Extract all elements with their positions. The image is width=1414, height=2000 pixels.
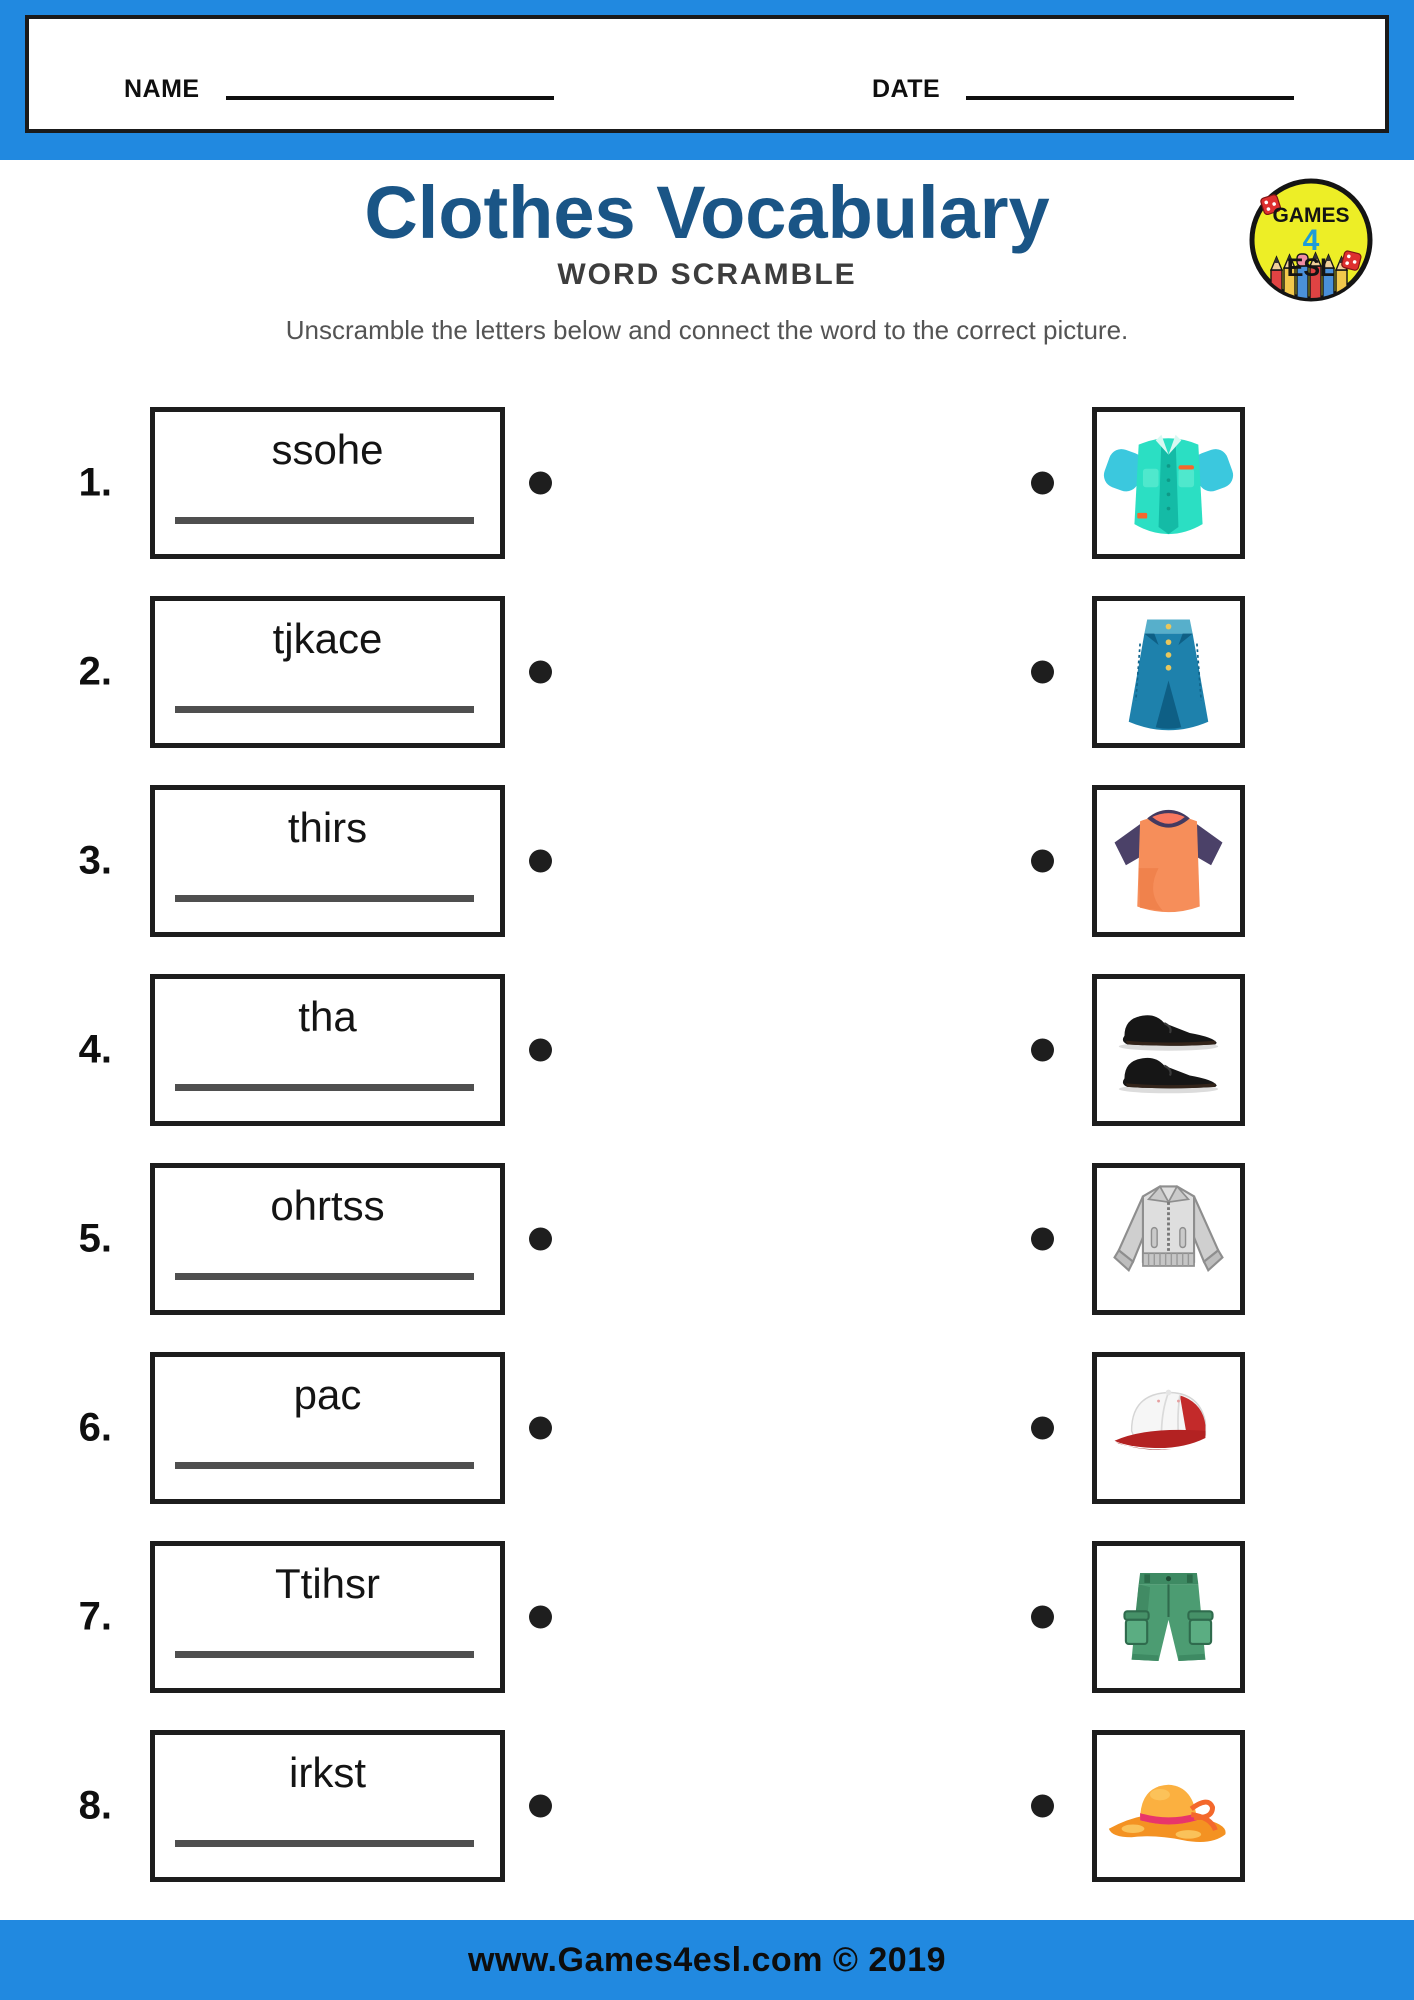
footer-band xyxy=(0,1920,1414,2000)
connector-dot-left[interactable] xyxy=(529,1605,552,1628)
logo-text-4: 4 xyxy=(1302,224,1320,257)
picture-box xyxy=(1092,1541,1245,1693)
answer-write-line[interactable] xyxy=(175,1462,474,1469)
name-input-line[interactable] xyxy=(226,96,554,100)
sun-hat-icon xyxy=(1097,1735,1240,1877)
exercise-rows xyxy=(0,407,1414,1882)
instruction-text: Unscramble the letters below and connect the word to the correct picture. xyxy=(285,315,1129,346)
name-field-group xyxy=(124,77,554,102)
connector-dot-left[interactable] xyxy=(529,1227,552,1250)
exercise-row xyxy=(0,596,1414,748)
row-number: 2. xyxy=(78,649,112,694)
answer-write-line[interactable] xyxy=(175,706,474,713)
shirt-icon xyxy=(1097,412,1240,554)
picture-box xyxy=(1092,596,1245,748)
connector-dot-left[interactable] xyxy=(529,660,552,683)
scrambled-word-box xyxy=(150,1163,505,1315)
answer-write-line[interactable] xyxy=(175,1651,474,1658)
scrambled-word: tha xyxy=(298,992,357,1040)
logo-text-games: GAMES xyxy=(1272,204,1350,227)
scrambled-word: irkst xyxy=(289,1748,366,1796)
date-input-line[interactable] xyxy=(966,96,1294,100)
shoes-icon xyxy=(1097,979,1240,1121)
picture-box xyxy=(1092,974,1245,1126)
connector-dot-left[interactable] xyxy=(529,471,552,494)
scrambled-word-box xyxy=(150,407,505,559)
scrambled-word-box xyxy=(150,785,505,937)
scrambled-word: Ttihsr xyxy=(275,1559,380,1607)
header-band xyxy=(0,0,1414,160)
exercise-row xyxy=(0,974,1414,1126)
scrambled-word: tjkace xyxy=(272,614,383,662)
picture-box xyxy=(1092,1163,1245,1315)
row-number: 8. xyxy=(78,1783,112,1828)
row-number: 7. xyxy=(78,1594,112,1639)
tshirt-icon xyxy=(1097,790,1240,932)
answer-write-line[interactable] xyxy=(175,895,474,902)
footer-text: www.Games4esl.com © 2019 xyxy=(467,1940,947,1979)
games4esl-logo-icon xyxy=(1247,176,1375,304)
scrambled-word: thirs xyxy=(287,803,368,851)
games4esl-logo xyxy=(1247,176,1375,304)
scrambled-word-box xyxy=(150,1352,505,1504)
row-number: 6. xyxy=(78,1405,112,1450)
exercise-row xyxy=(0,1352,1414,1504)
page-title: Clothes Vocabulary xyxy=(364,171,1050,254)
cap-icon xyxy=(1097,1357,1240,1499)
picture-box xyxy=(1092,1352,1245,1504)
connector-dot-left[interactable] xyxy=(529,1794,552,1817)
jacket-icon xyxy=(1097,1168,1240,1310)
row-number: 4. xyxy=(78,1027,112,1072)
name-label: NAME xyxy=(124,75,200,103)
exercise-row xyxy=(0,407,1414,559)
exercise-row xyxy=(0,1730,1414,1882)
row-number: 1. xyxy=(78,460,112,505)
date-label: DATE xyxy=(872,75,941,103)
scrambled-word-box xyxy=(150,596,505,748)
name-date-box xyxy=(25,15,1389,133)
answer-write-line[interactable] xyxy=(175,1084,474,1091)
scrambled-word-box xyxy=(150,974,505,1126)
scrambled-word: pac xyxy=(293,1370,362,1418)
scrambled-word: ssohe xyxy=(271,425,384,473)
picture-box xyxy=(1092,407,1245,559)
connector-dot-left[interactable] xyxy=(529,1416,552,1439)
connector-dot-right[interactable] xyxy=(1031,1227,1054,1250)
connector-dot-right[interactable] xyxy=(1031,849,1054,872)
date-field-group xyxy=(872,77,1294,102)
page-subtitle: WORD SCRAMBLE xyxy=(557,258,857,292)
answer-write-line[interactable] xyxy=(175,1840,474,1847)
connector-dot-right[interactable] xyxy=(1031,471,1054,494)
connector-dot-right[interactable] xyxy=(1031,1794,1054,1817)
row-number: 3. xyxy=(78,838,112,883)
scrambled-word: ohrtss xyxy=(270,1181,385,1229)
exercise-row xyxy=(0,785,1414,937)
answer-write-line[interactable] xyxy=(175,1273,474,1280)
answer-write-line[interactable] xyxy=(175,517,474,524)
connector-dot-right[interactable] xyxy=(1031,660,1054,683)
row-number: 5. xyxy=(78,1216,112,1261)
shorts-icon xyxy=(1097,1546,1240,1688)
exercise-row xyxy=(0,1163,1414,1315)
logo-text-esl: ESL xyxy=(1286,254,1336,282)
picture-box xyxy=(1092,1730,1245,1882)
connector-dot-left[interactable] xyxy=(529,1038,552,1061)
dice-icon xyxy=(1341,250,1362,271)
scrambled-word-box xyxy=(150,1541,505,1693)
exercise-row xyxy=(0,1541,1414,1693)
skirt-icon xyxy=(1097,601,1240,743)
picture-box xyxy=(1092,785,1245,937)
connector-dot-right[interactable] xyxy=(1031,1605,1054,1628)
scrambled-word-box xyxy=(150,1730,505,1882)
connector-dot-left[interactable] xyxy=(529,849,552,872)
connector-dot-right[interactable] xyxy=(1031,1038,1054,1061)
connector-dot-right[interactable] xyxy=(1031,1416,1054,1439)
